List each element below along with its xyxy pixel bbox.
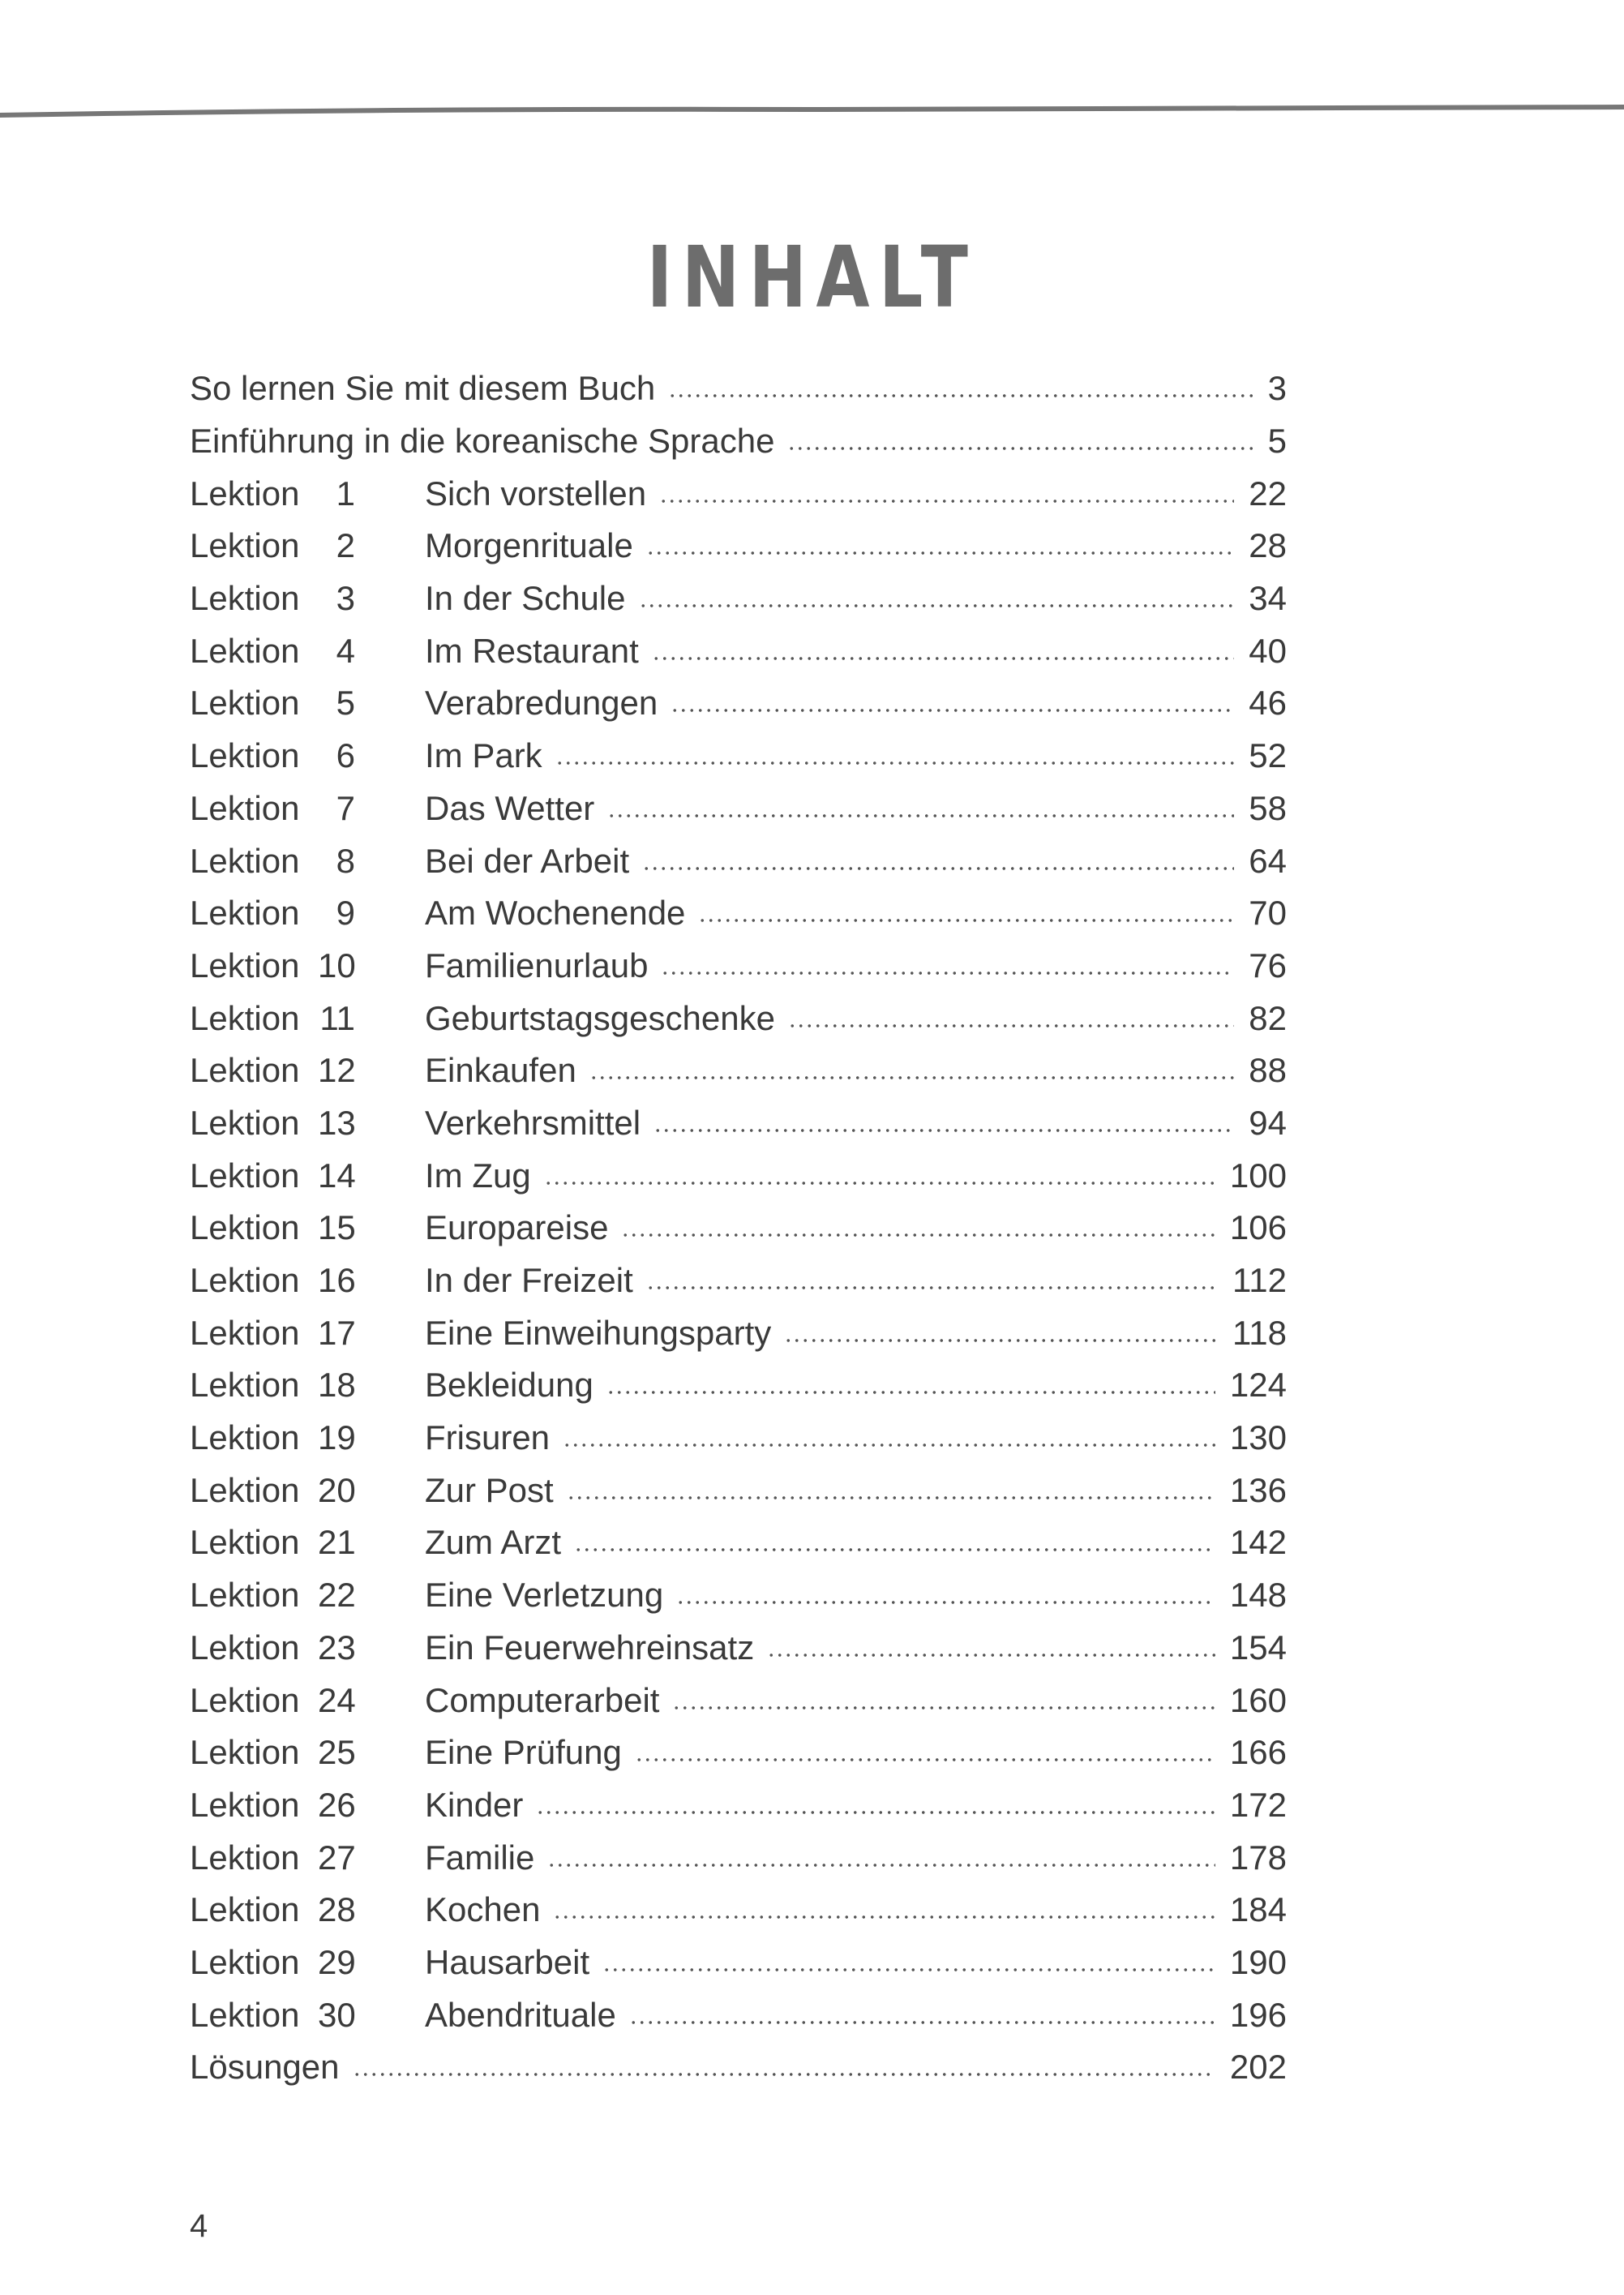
toc-row[interactable]	[190, 573, 1287, 625]
dot-leader	[563, 1428, 1215, 1462]
lesson-number: 26	[318, 1785, 356, 1824]
toc-page-number: 82	[1249, 998, 1287, 1037]
toc-page-number: 100	[1229, 1156, 1287, 1195]
toc-page-number: 124	[1229, 1366, 1287, 1405]
lesson-word: Lektion	[190, 1995, 300, 2034]
lesson-number: 22	[318, 1576, 356, 1615]
toc-row[interactable]	[190, 1359, 1287, 1412]
lesson-number: 10	[318, 946, 356, 984]
lesson-label	[190, 1366, 425, 1405]
lesson-word: Lektion	[190, 1733, 300, 1772]
lesson-word: Lektion	[190, 841, 300, 880]
dot-leader	[652, 641, 1235, 676]
lesson-word: Lektion	[190, 1208, 300, 1247]
toc-page-number: 154	[1229, 1628, 1287, 1667]
toc-page-number: 3	[1267, 369, 1287, 408]
lesson-label	[190, 946, 425, 984]
toc-page-number: 112	[1232, 1261, 1287, 1300]
top-rule	[0, 97, 1624, 130]
lesson-word: Lektion	[190, 894, 300, 933]
lesson-number: 8	[336, 841, 355, 880]
toc-page-number: 58	[1249, 788, 1287, 827]
lesson-word: Lektion	[190, 1838, 300, 1877]
toc-page-number: 70	[1249, 894, 1287, 933]
lesson-word: Lektion	[190, 1103, 300, 1142]
lesson-number: 14	[318, 1156, 356, 1195]
lesson-word: Lektion	[190, 526, 300, 565]
lesson-label	[190, 1418, 425, 1457]
lesson-number: 25	[318, 1733, 356, 1772]
toc-page-number: 88	[1249, 1051, 1287, 1090]
lesson-number: 24	[318, 1680, 356, 1719]
lesson-title: Kinder	[425, 1785, 524, 1824]
toc-page-number: 40	[1249, 631, 1287, 670]
lesson-number: 20	[318, 1470, 356, 1509]
dot-leader	[621, 1218, 1215, 1252]
dot-leader	[642, 852, 1234, 886]
lesson-label	[190, 1680, 425, 1719]
lesson-title: Zur Post	[425, 1470, 554, 1509]
lesson-number: 19	[318, 1418, 356, 1457]
page-title: INHALT	[646, 228, 978, 327]
lesson-word: Lektion	[190, 1523, 300, 1562]
lesson-word: Lektion	[190, 684, 300, 723]
lesson-number: 6	[336, 736, 355, 775]
lesson-title: Bei der Arbeit	[425, 841, 630, 880]
dot-leader	[567, 1481, 1215, 1515]
lesson-number: 9	[336, 894, 355, 933]
lesson-title: Computerarbeit	[425, 1680, 660, 1719]
toc-page-number: 184	[1229, 1890, 1287, 1929]
toc-row[interactable]	[190, 1937, 1287, 1989]
lesson-title: Abendrituale	[425, 1995, 616, 2034]
lesson-label	[190, 1103, 425, 1142]
lesson-title: Im Restaurant	[425, 631, 639, 670]
lesson-number: 4	[336, 631, 355, 670]
lesson-title: Zum Arzt	[425, 1523, 562, 1562]
dot-leader	[659, 484, 1234, 518]
lesson-word: Lektion	[190, 946, 300, 984]
toc-page-number: 22	[1249, 474, 1287, 513]
lesson-label	[190, 1470, 425, 1509]
lesson-number: 13	[318, 1103, 356, 1142]
dot-leader	[698, 903, 1234, 937]
lesson-word: Lektion	[190, 1785, 300, 1824]
toc-row[interactable]	[190, 1097, 1287, 1150]
lesson-label	[190, 1263, 425, 1298]
dot-leader	[536, 1795, 1215, 1830]
dot-leader	[602, 1953, 1215, 1987]
toc-row[interactable]	[190, 783, 1287, 835]
lesson-number: 30	[318, 1995, 356, 2034]
lesson-title: Frisuren	[425, 1418, 551, 1457]
lesson-number: 11	[319, 998, 355, 1037]
dot-leader	[544, 1166, 1215, 1200]
lesson-word: Lektion	[190, 1470, 300, 1509]
lesson-label	[190, 998, 425, 1037]
toc-row[interactable]	[190, 1727, 1287, 1779]
lesson-number: 27	[318, 1838, 356, 1877]
lesson-label	[190, 1156, 425, 1195]
lesson-word: Lektion	[190, 998, 300, 1037]
lesson-label	[190, 526, 425, 565]
lesson-label	[190, 581, 425, 616]
toc-entry-label: So lernen Sie mit diesem Buch	[190, 369, 656, 408]
toc-row[interactable]	[190, 1516, 1287, 1569]
toc-row[interactable]	[190, 730, 1287, 783]
dot-leader	[353, 2057, 1215, 2091]
lesson-label	[190, 1051, 425, 1090]
toc-row[interactable]	[190, 415, 1287, 468]
toc-page-number: 118	[1232, 1313, 1287, 1352]
lesson-label	[190, 788, 425, 827]
toc-row[interactable]	[190, 834, 1287, 887]
toc-row[interactable]	[190, 1464, 1287, 1516]
lesson-word: Lektion	[190, 1576, 300, 1615]
lesson-number: 12	[318, 1051, 356, 1090]
toc-page-number: 142	[1229, 1523, 1287, 1562]
lesson-number: 18	[318, 1366, 356, 1405]
dot-leader	[606, 1375, 1215, 1409]
lesson-word: Lektion	[190, 579, 300, 618]
lesson-label	[190, 894, 425, 933]
lesson-label	[190, 1838, 425, 1877]
lesson-word: Lektion	[190, 1890, 300, 1929]
lesson-title: Verabredungen	[425, 684, 658, 723]
lesson-number: 2	[336, 526, 355, 565]
lesson-title: Hausarbeit	[425, 1942, 590, 1981]
lesson-number: 5	[336, 684, 355, 723]
dot-leader	[767, 1638, 1215, 1672]
lesson-word: Lektion	[190, 736, 300, 775]
lesson-number: 1	[336, 474, 355, 513]
toc-row[interactable]	[190, 2041, 1287, 2094]
lesson-title: Familienurlaub	[425, 946, 649, 984]
lesson-title: Sich vorstellen	[425, 474, 647, 513]
toc-row[interactable]	[190, 677, 1287, 730]
lesson-title: Familie	[425, 1838, 535, 1877]
dot-leader	[784, 1323, 1218, 1358]
toc-page-number: 76	[1249, 946, 1287, 984]
lesson-label	[190, 736, 425, 775]
lesson-word: Lektion	[190, 1156, 300, 1195]
lesson-label	[190, 1995, 425, 2034]
toc-page-number: 160	[1229, 1680, 1287, 1719]
lesson-label	[190, 1523, 425, 1562]
lesson-label	[190, 631, 425, 670]
dot-leader	[646, 1271, 1218, 1305]
lesson-word: Lektion	[190, 788, 300, 827]
toc-row[interactable]	[190, 467, 1287, 520]
dot-leader	[629, 2005, 1215, 2040]
toc-row[interactable]	[190, 1412, 1287, 1465]
toc-row[interactable]	[190, 1884, 1287, 1937]
lesson-title: Einkaufen	[425, 1051, 576, 1090]
toc-row[interactable]	[190, 1674, 1287, 1727]
toc-page-number: 64	[1249, 841, 1287, 880]
lesson-word: Lektion	[190, 1942, 300, 1981]
lesson-title: Europareise	[425, 1208, 609, 1247]
lesson-title: Morgenrituale	[425, 526, 633, 565]
dot-leader	[639, 589, 1235, 623]
dot-leader	[555, 746, 1235, 780]
lesson-number: 23	[318, 1628, 356, 1667]
toc-row[interactable]	[190, 1255, 1287, 1307]
lesson-label	[190, 1942, 425, 1981]
dot-leader	[668, 379, 1253, 413]
lesson-title: In der Schule	[425, 579, 626, 618]
lesson-word: Lektion	[190, 1418, 300, 1457]
lesson-label	[190, 474, 425, 513]
table-of-contents	[190, 362, 1287, 2094]
lesson-label	[190, 1628, 425, 1667]
dot-leader	[635, 1743, 1215, 1777]
lesson-title: Bekleidung	[425, 1366, 593, 1405]
lesson-title: Am Wochenende	[425, 894, 686, 933]
toc-row[interactable]	[190, 1622, 1287, 1675]
toc-row[interactable]	[190, 362, 1287, 415]
lesson-title: Eine Verletzung	[425, 1576, 664, 1615]
toc-page-number: 178	[1229, 1838, 1287, 1877]
lesson-label	[190, 841, 425, 880]
dot-leader	[671, 693, 1234, 727]
lesson-title: In der Freizeit	[425, 1261, 633, 1300]
toc-page-number: 130	[1229, 1418, 1287, 1457]
lesson-number: 28	[318, 1890, 356, 1929]
lesson-word: Lektion	[190, 1680, 300, 1719]
dot-leader	[787, 431, 1253, 465]
lesson-title: Verkehrsmittel	[425, 1103, 641, 1142]
toc-page-number: 46	[1249, 684, 1287, 723]
toc-row[interactable]	[190, 1202, 1287, 1255]
lesson-label	[190, 684, 425, 723]
dot-leader	[676, 1585, 1215, 1619]
lesson-label	[190, 1576, 425, 1615]
dot-leader	[646, 536, 1234, 570]
toc-row[interactable]	[190, 1306, 1287, 1359]
toc-row[interactable]	[190, 1831, 1287, 1884]
lesson-label	[190, 1735, 425, 1770]
lesson-number: 29	[318, 1942, 356, 1981]
lesson-word: Lektion	[190, 1261, 300, 1300]
toc-row[interactable]	[190, 992, 1287, 1045]
toc-page-number: 94	[1249, 1103, 1287, 1142]
lesson-number: 3	[336, 579, 355, 618]
lesson-word: Lektion	[190, 1313, 300, 1352]
dot-leader	[672, 1691, 1215, 1725]
lesson-word: Lektion	[190, 1628, 300, 1667]
toc-entry-label: Lösungen	[190, 2048, 340, 2087]
lesson-title: Geburtstagsgeschenke	[425, 998, 775, 1037]
lesson-word: Lektion	[190, 1366, 300, 1405]
toc-page-number: 136	[1229, 1470, 1287, 1509]
dot-leader	[589, 1061, 1234, 1095]
toc-row[interactable]	[190, 520, 1287, 573]
lesson-label	[190, 1313, 425, 1352]
toc-page-number: 172	[1229, 1785, 1287, 1824]
dot-leader	[574, 1533, 1215, 1567]
lesson-title: Das Wetter	[425, 788, 595, 827]
toc-entry-label: Einführung in die koreanische Sprache	[190, 422, 775, 461]
dot-leader	[788, 1009, 1234, 1043]
toc-page-number: 196	[1229, 1995, 1287, 2034]
dot-leader	[553, 1900, 1215, 1934]
lesson-title: Im Park	[425, 736, 542, 775]
dot-leader	[547, 1848, 1215, 1882]
lesson-label	[190, 1890, 425, 1929]
lesson-word: Lektion	[190, 474, 300, 513]
lesson-word: Lektion	[190, 631, 300, 670]
lesson-number: 21	[318, 1523, 356, 1562]
toc-page-number: 34	[1249, 579, 1287, 618]
toc-row[interactable]	[190, 1988, 1287, 2041]
toc-page-number: 190	[1229, 1942, 1287, 1981]
lesson-label	[190, 1785, 425, 1824]
lesson-number: 17	[318, 1313, 356, 1352]
toc-row[interactable]	[190, 1045, 1287, 1097]
lesson-number: 16	[318, 1261, 356, 1300]
toc-row[interactable]	[190, 940, 1287, 993]
lesson-word: Lektion	[190, 1051, 300, 1090]
lesson-title: Ein Feuerwehreinsatz	[425, 1628, 755, 1667]
lesson-title: Kochen	[425, 1890, 541, 1929]
page-number: 4	[190, 2208, 208, 2244]
toc-page-number: 106	[1229, 1208, 1287, 1247]
dot-leader	[653, 1113, 1234, 1148]
toc-row[interactable]	[190, 1779, 1287, 1832]
toc-page-number: 52	[1249, 736, 1287, 775]
toc-page-number: 202	[1229, 2048, 1287, 2087]
lesson-number: 15	[318, 1208, 356, 1247]
lesson-label	[190, 1208, 425, 1247]
toc-row[interactable]	[190, 1149, 1287, 1202]
dot-leader	[607, 799, 1234, 833]
lesson-title: Im Zug	[425, 1156, 531, 1195]
toc-page-number: 28	[1249, 526, 1287, 565]
dot-leader	[661, 956, 1234, 990]
toc-row[interactable]	[190, 624, 1287, 677]
toc-row[interactable]	[190, 1569, 1287, 1622]
toc-page-number: 166	[1229, 1733, 1287, 1772]
lesson-title: Eine Prüfung	[425, 1733, 622, 1772]
toc-page-number: 148	[1229, 1576, 1287, 1615]
lesson-title: Eine Einweihungsparty	[425, 1313, 772, 1352]
toc-page-number: 5	[1267, 422, 1287, 461]
toc-row[interactable]	[190, 887, 1287, 940]
lesson-number: 7	[336, 788, 355, 827]
